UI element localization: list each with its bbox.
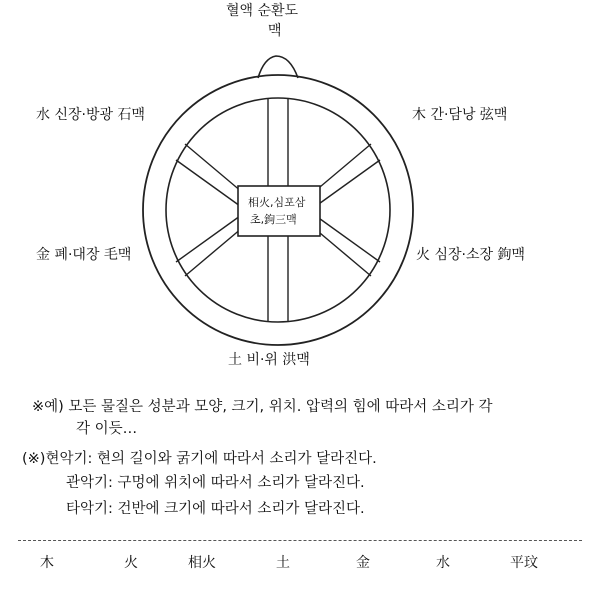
wheel-hub-box: [238, 186, 320, 236]
bottom-item-water: 水: [436, 555, 450, 571]
label-earth: 土 비·위 洪맥: [228, 352, 310, 368]
note-line-1: ※예) 모든 물질은 성분과 모양, 크기, 위치. 압력의 힘에 따라서 소리가 각: [32, 399, 493, 415]
note-line-3: (※)현악기: 현의 길이와 굵기에 따라서 소리가 달라진다.: [22, 451, 377, 467]
label-water: 水 신장·방광 石맥: [36, 107, 145, 123]
label-metal: 金 폐·대장 毛맥: [36, 247, 132, 263]
hub-label-line2: 초,鉤三맥: [250, 213, 297, 226]
label-top-title-2: 맥: [268, 23, 282, 39]
bottom-item-fire: 火: [124, 555, 138, 571]
bottom-item-sanghwa: 相火: [188, 555, 216, 571]
bottom-item-pyeongmin: 平玟: [510, 555, 538, 571]
bottom-item-metal: 金: [356, 555, 370, 571]
label-top-title: 혈액 순환도: [226, 3, 299, 19]
note-line-5: 타악기: 건반에 크기에 따라서 소리가 달라진다.: [66, 501, 365, 517]
label-fire: 火 심장·소장 鉤맥: [416, 247, 525, 263]
bottom-item-earth: 土: [276, 555, 290, 571]
bottom-item-wood: 木: [40, 555, 54, 571]
label-wood: 木 간·담낭 弦맥: [412, 107, 508, 123]
dashed-divider: [18, 540, 582, 541]
note-line-2: 각 이듯…: [76, 421, 138, 437]
hub-label-line1: 相火,심포삼: [248, 196, 306, 209]
note-line-4: 관악기: 구멍에 위치에 따라서 소리가 달라진다.: [66, 475, 365, 491]
